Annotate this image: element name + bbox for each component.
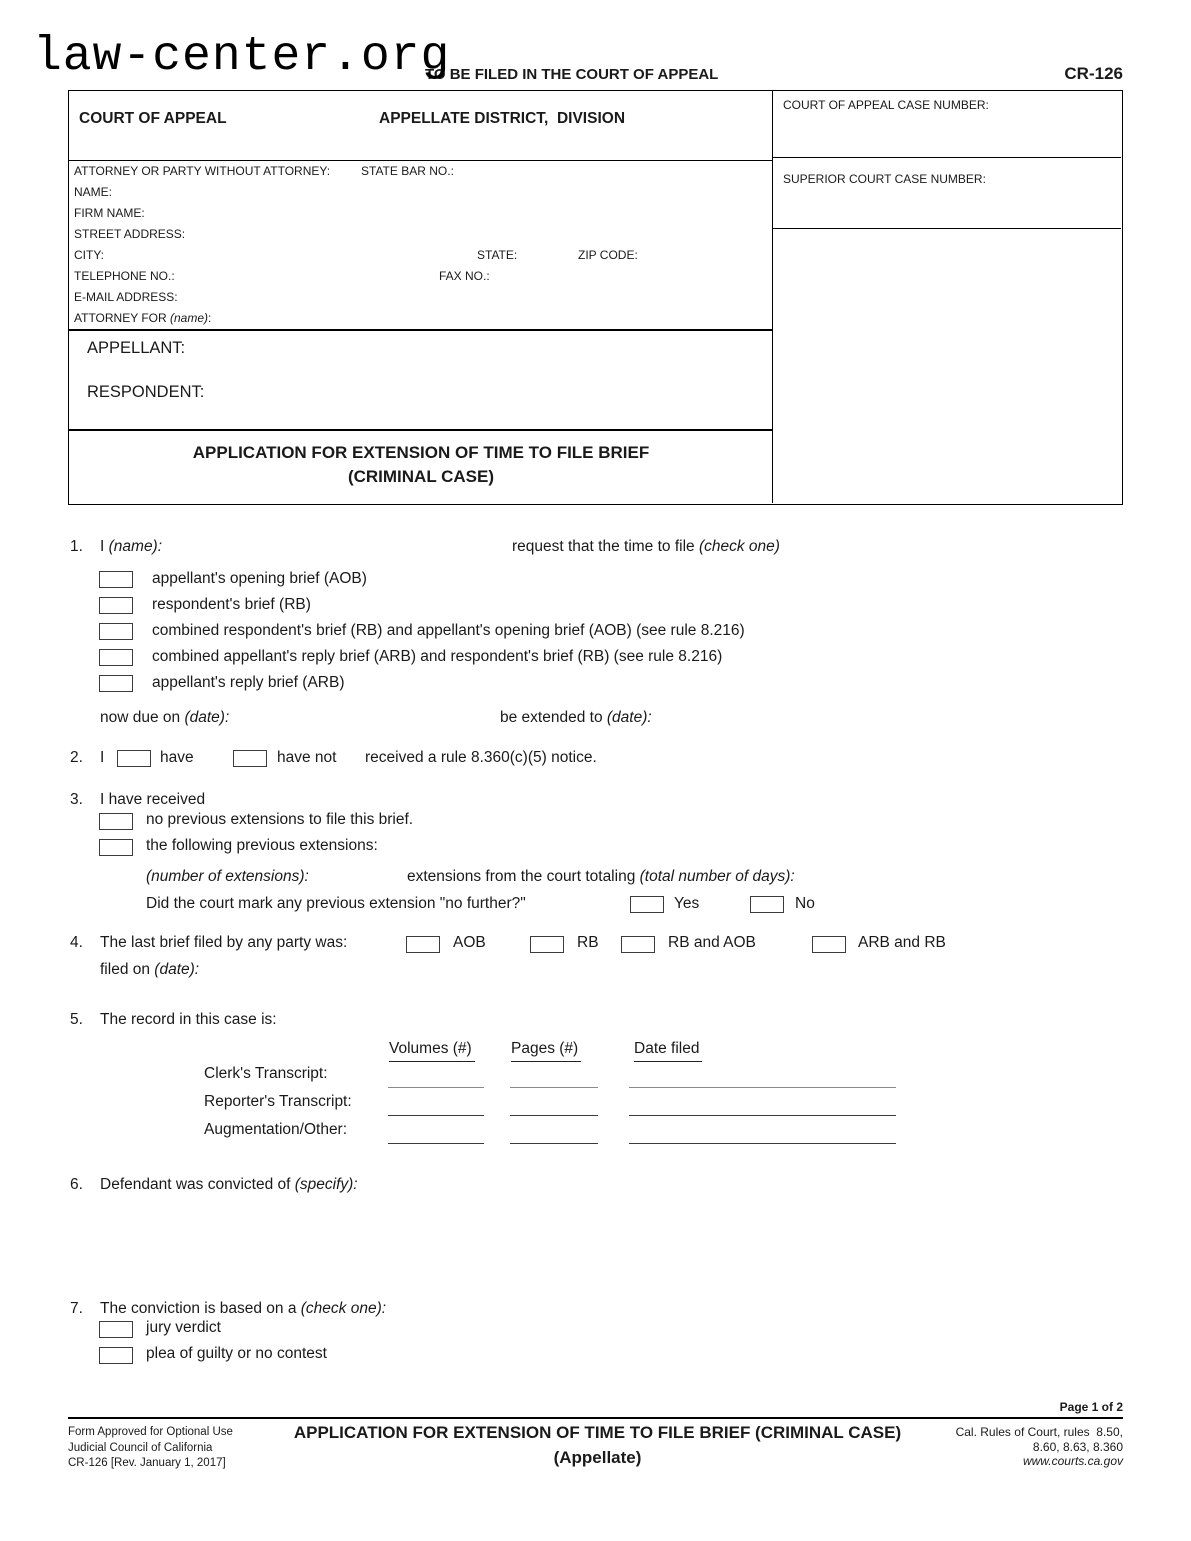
reporters-date-filed-line[interactable] (629, 1115, 896, 1116)
footer-rules-block (950, 1425, 1123, 1469)
attorney-info-row[interactable] (69, 161, 773, 331)
item5-header-date-filed: Date filed (634, 1040, 702, 1062)
item7-number: 7. (70, 1300, 83, 1317)
checkbox-jury-verdict[interactable] (99, 1321, 133, 1338)
coa-case-number-label: COURT OF APPEAL CASE NUMBER: (783, 98, 989, 112)
footer-rules-line2: 8.60, 8.63, 8.360 (1032, 1439, 1123, 1454)
attorney-for-label: ATTORNEY FOR (name): (74, 311, 212, 325)
checkbox-last-brief-rb[interactable] (530, 936, 564, 953)
item3-number-of-extensions-input[interactable] (330, 864, 400, 884)
state-label: STATE: (477, 248, 518, 262)
court-of-appeal-label: COURT OF APPEAL (79, 110, 227, 127)
item5-row-reporters-transcript: Reporter's Transcript: (204, 1093, 352, 1110)
item2-have-not-label: have not (277, 749, 337, 766)
zip-code-label: ZIP CODE: (578, 248, 638, 262)
checkbox-have[interactable] (117, 750, 151, 767)
item5-lead: The record in this case is: (100, 1011, 277, 1028)
checkbox-no-previous-extensions[interactable] (99, 813, 133, 830)
attorney-for-name-hint: (name) (170, 311, 209, 325)
form-title-row (69, 431, 773, 503)
checkbox-combined-rb-aob[interactable] (99, 623, 133, 640)
footer-divider (68, 1417, 1123, 1419)
item7-option-plea: plea of guilty or no contest (146, 1345, 327, 1362)
checkbox-following-extensions[interactable] (99, 839, 133, 856)
page-number: Page 1 of 2 (1059, 1400, 1123, 1414)
checkbox-last-brief-arb-and-rb[interactable] (812, 936, 846, 953)
item1-be-extended-to: be extended to (date): (500, 709, 652, 726)
item1-due-date-input-area[interactable] (250, 705, 480, 725)
item2-lead: I (100, 749, 105, 766)
item1-number: 1. (70, 538, 83, 555)
item5-header-pages: Pages (#) (511, 1040, 581, 1062)
item3-option-none: no previous extensions to file this brief. (146, 811, 414, 828)
email-label: E-MAIL ADDRESS: (74, 290, 178, 304)
item5-row-clerks-transcript: Clerk's Transcript: (204, 1065, 328, 1082)
item1-check-one-hint: (check one) (698, 538, 780, 555)
footer-approval-block (68, 1425, 233, 1472)
item4-lead: The last brief filed by any party was: (100, 934, 348, 951)
item4-number: 4. (70, 934, 83, 951)
item7-option-jury-verdict: jury verdict (146, 1319, 221, 1336)
item2-have-label: have (160, 749, 194, 766)
item3-lead: I have received (100, 791, 206, 808)
item4-filed-on-date-input[interactable] (220, 957, 450, 977)
item5-header-volumes: Volumes (#) (389, 1040, 475, 1062)
checkbox-last-brief-aob[interactable] (406, 936, 440, 953)
item6-convicted-of-input-area[interactable] (100, 1198, 1100, 1288)
footer-title-line2: (Appellate) (553, 1447, 642, 1467)
item1-option-combined-rb-aob: combined respondent's brief (RB) and appellant's opening brief (AOB) (see rule 8.216) (152, 622, 745, 639)
court-of-appeal-case-number-box[interactable] (773, 91, 1121, 158)
item3-no-label: No (795, 895, 815, 912)
item4-option-arb-and-rb: ARB and RB (858, 934, 946, 951)
to-be-filed-heading: TO BE FILED IN THE COURT OF APPEAL (425, 66, 719, 83)
respondent-label: RESPONDENT: (87, 383, 205, 401)
checkbox-aob[interactable] (99, 571, 133, 588)
checkbox-have-not[interactable] (233, 750, 267, 767)
court-name-row (69, 91, 773, 161)
item3-totaling-text: extensions from the court totaling (total number of days): (407, 868, 795, 885)
item1-name-input-area[interactable] (185, 534, 500, 554)
caption-left-column (69, 91, 773, 503)
attorney-label: ATTORNEY OR PARTY WITHOUT ATTORNEY: (74, 164, 331, 178)
footer-title-block (245, 1423, 950, 1467)
item4-filed-on: filed on (date): (100, 961, 200, 978)
checkbox-combined-arb-rb[interactable] (99, 649, 133, 666)
item1-option-combined-arb-rb: combined appellant's reply brief (ARB) and respondent's brief (RB) (see rule 8.216) (152, 648, 723, 665)
clerks-date-filed-line[interactable] (629, 1087, 896, 1088)
city-label: CITY: (74, 248, 105, 262)
checkbox-rb[interactable] (99, 597, 133, 614)
item1-now-due-on: now due on (date): (100, 709, 230, 726)
item1-due-date-hint: (date): (184, 709, 230, 726)
item4-option-rb-and-aob: RB and AOB (668, 934, 756, 951)
footer-approval-line1: Form Approved for Optional Use (68, 1426, 233, 1438)
item1-option-arb: appellant's reply brief (ARB) (152, 674, 345, 691)
reporters-volumes-line[interactable] (388, 1115, 484, 1116)
parties-row[interactable] (69, 331, 773, 431)
caption-empty-box (773, 229, 1121, 503)
state-bar-label: STATE BAR NO.: (361, 164, 454, 178)
item1-option-aob: appellant's opening brief (AOB) (152, 570, 367, 587)
checkbox-no-further-no[interactable] (750, 896, 784, 913)
item4-option-rb: RB (577, 934, 599, 951)
item1-name-hint: (name): (108, 538, 163, 555)
item3-number: 3. (70, 791, 83, 808)
footer-form-revision: CR-126 [Rev. January 1, 2017] (68, 1457, 226, 1469)
item7-lead: The conviction is based on a (check one): (100, 1300, 387, 1317)
superior-case-number-label: SUPERIOR COURT CASE NUMBER: (783, 172, 986, 186)
item6-specify-hint: (specify): (294, 1176, 358, 1193)
item1-extended-date-hint: (date): (606, 709, 652, 726)
reporters-pages-line[interactable] (510, 1115, 598, 1116)
item1-request-text: request that the time to file (check one) (512, 538, 780, 555)
footer-title-line1: APPLICATION FOR EXTENSION OF TIME TO FILE BRIEF (CRIMINAL CASE) (293, 1423, 902, 1442)
clerks-volumes-line[interactable] (388, 1087, 484, 1088)
form-number: CR-126 (1064, 64, 1123, 83)
law-center-watermark: law-center.org (33, 30, 451, 84)
item4-date-hint: (date): (154, 961, 200, 978)
augmentation-pages-line[interactable] (510, 1143, 598, 1144)
item7-check-one-hint: (check one): (300, 1300, 387, 1317)
item5-number: 5. (70, 1011, 83, 1028)
item2-number: 2. (70, 749, 83, 766)
item3-number-of-extensions-hint: (number of extensions): (146, 868, 309, 885)
firm-name-label: FIRM NAME: (74, 206, 145, 220)
checkbox-last-brief-rb-and-aob[interactable] (621, 936, 655, 953)
item5-row-augmentation-other: Augmentation/Other: (204, 1121, 348, 1138)
item6-number: 6. (70, 1176, 83, 1193)
item1-extended-date-input-area[interactable] (680, 705, 910, 725)
augmentation-volumes-line[interactable] (388, 1143, 484, 1144)
telephone-label: TELEPHONE NO.: (74, 269, 175, 283)
clerks-pages-line[interactable] (510, 1087, 598, 1088)
item3-total-days-hint: (total number of days): (639, 868, 795, 885)
item3-option-following: the following previous extensions: (146, 837, 378, 854)
item1-option-rb: respondent's brief (RB) (152, 596, 311, 613)
caption-right-column (773, 91, 1121, 503)
appellate-district-label: APPELLATE DISTRICT, DIVISION (379, 110, 626, 127)
footer-approval-line2: Judicial Council of California (68, 1441, 213, 1454)
street-address-label: STREET ADDRESS: (74, 227, 186, 241)
augmentation-date-filed-line[interactable] (629, 1143, 896, 1144)
item4-option-aob: AOB (453, 934, 486, 951)
footer-courts-url: www.courts.ca.gov (1022, 1454, 1123, 1468)
checkbox-arb[interactable] (99, 675, 133, 692)
superior-court-case-number-box[interactable] (773, 158, 1121, 229)
fax-label: FAX NO.: (439, 269, 490, 283)
caption-box (68, 90, 1123, 505)
footer-rules-line1: Cal. Rules of Court, rules 8.50, (955, 1425, 1123, 1439)
name-label: NAME: (74, 185, 113, 199)
item1-lead: I (name): (100, 538, 163, 555)
item2-tail-text: received a rule 8.360(c)(5) notice. (365, 749, 597, 766)
item3-yes-label: Yes (674, 895, 700, 912)
checkbox-plea-guilty-no-contest[interactable] (99, 1347, 133, 1364)
form-title-line2: (CRIMINAL CASE) (347, 467, 495, 486)
item3-no-further-question: Did the court mark any previous extension "no further?" (146, 895, 526, 912)
item6-lead: Defendant was convicted of (specify): (100, 1176, 358, 1193)
form-title-line1: APPLICATION FOR EXTENSION OF TIME TO FILE BRIEF (192, 443, 650, 462)
checkbox-no-further-yes[interactable] (630, 896, 664, 913)
appellant-label: APPELLANT: (87, 339, 186, 357)
